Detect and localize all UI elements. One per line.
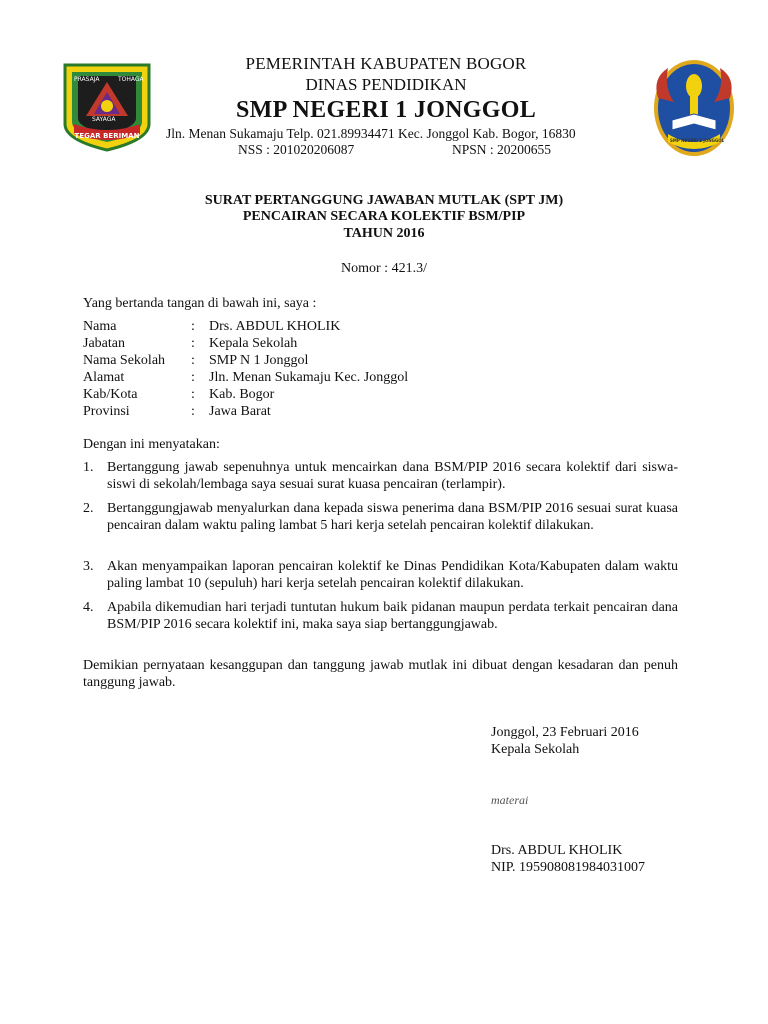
header-government: PEMERINTAH KABUPATEN BOGOR bbox=[245, 54, 527, 73]
school-logo-banner: SMP NEGERI 1 JONGGOL bbox=[670, 138, 725, 143]
statement-item bbox=[83, 459, 678, 493]
signature-place-date: Jonggol, 23 Februari 2016 bbox=[491, 725, 639, 740]
identity-colon: : bbox=[191, 404, 195, 419]
school-logo bbox=[650, 58, 738, 158]
identity-colon: : bbox=[191, 319, 195, 334]
identity-colon: : bbox=[191, 353, 195, 368]
identity-colon: : bbox=[191, 370, 195, 385]
document-title-line-3: TAHUN 2016 bbox=[343, 226, 425, 241]
identity-value: Jln. Menan Sukamaju Kec. Jonggol bbox=[209, 370, 409, 385]
identity-value: Kepala Sekolah bbox=[209, 336, 298, 351]
identity-value: SMP N 1 Jonggol bbox=[209, 353, 309, 368]
header-school-name: SMP NEGERI 1 JONGGOL bbox=[235, 97, 537, 123]
statement-item bbox=[83, 500, 678, 534]
statement-intro: Dengan ini menyatakan: bbox=[83, 437, 220, 452]
logo-banner-text: TEGAR BERIMAN bbox=[74, 132, 140, 140]
logo-text-top-left: PRASAJA bbox=[74, 76, 100, 83]
statement-text: Akan menyampaikan laporan pencairan kolektif ke Dinas Pendidikan Kota/Kabupaten dalam waktu paling lambat 10 (sepuluh) hari kerja setelah pencairan kolektif dilakukan. bbox=[107, 559, 678, 591]
identity-value: Drs. ABDUL KHOLIK bbox=[209, 319, 341, 334]
opening-statement: Yang bertanda tangan di bawah ini, saya : bbox=[83, 296, 317, 311]
stamp-duty-placeholder: materai bbox=[491, 793, 529, 807]
header-department: DINAS PENDIDIKAN bbox=[305, 75, 467, 94]
school-emblem-icon bbox=[650, 58, 738, 158]
identity-label: Nama bbox=[83, 319, 117, 334]
identity-colon: : bbox=[191, 387, 195, 402]
identity-label: Jabatan bbox=[83, 336, 125, 351]
statement-text: Apabila dikemudian hari terjadi tuntutan hukum baik pidanan maupun perdata terkait pencairan dana BSM/PIP 2016 secara kolektif ini, maka saya siap bertanggungjawab. bbox=[107, 600, 678, 632]
header-nss: NSS : 201020206087 bbox=[238, 142, 355, 157]
statement-number: 1. bbox=[83, 460, 94, 475]
logo-text-middle: SAYAGA bbox=[92, 116, 116, 123]
identity-value: Jawa Barat bbox=[209, 404, 271, 419]
statement-text: Bertanggungjawab menyalurkan dana kepada siswa penerima dana BSM/PIP 2016 sesuai surat kuasa pencairan dalam waktu paling lambat 5 hari kerja setelah pencairan kolektif dilakukan. bbox=[107, 501, 678, 533]
identity-label: Nama Sekolah bbox=[83, 353, 166, 368]
logo-text-top-right: TOHAGA bbox=[118, 76, 144, 83]
signatory-name: Drs. ABDUL KHOLIK bbox=[491, 843, 623, 858]
header-address: Jln. Menan Sukamaju Telp. 021.89934471 Kec. Jonggol Kab. Bogor, 16830 bbox=[166, 126, 576, 141]
statement-number: 3. bbox=[83, 559, 94, 574]
identity-label: Alamat bbox=[83, 370, 125, 385]
signatory-nip: NIP. 195908081984031007 bbox=[491, 860, 646, 875]
document-title-line-2: PENCAIRAN SECARA KOLEKTIF BSM/PIP bbox=[242, 209, 526, 224]
identity-colon: : bbox=[191, 336, 195, 351]
document-title-line-1: SURAT PERTANGGUNG JAWABAN MUTLAK (SPT JM) bbox=[204, 193, 564, 208]
statement-item bbox=[83, 558, 678, 592]
bogor-regency-logo bbox=[62, 62, 152, 152]
signature-position: Kepala Sekolah bbox=[491, 742, 580, 757]
statement-number: 4. bbox=[83, 600, 94, 615]
statement-item bbox=[83, 599, 678, 633]
identity-label: Kab/Kota bbox=[83, 387, 138, 402]
identity-value: Kab. Bogor bbox=[209, 387, 275, 402]
closing-statement: Demikian pernyataan kesanggupan dan tanggung jawab mutlak ini dibuat dengan kesadaran dan penuh tanggung jawab. bbox=[83, 658, 678, 690]
document-number: Nomor : 421.3/ bbox=[341, 261, 427, 276]
identity-label: Provinsi bbox=[83, 404, 130, 419]
header-npsn: NPSN : 20200655 bbox=[452, 142, 552, 157]
statement-text: Bertanggung jawab sepenuhnya untuk mencairkan dana BSM/PIP 2016 secara kolektif dari siswa-siswi di sekolah/lembaga saya sesuai surat kuasa pencairan (terlampir). bbox=[107, 460, 678, 492]
statement-number: 2. bbox=[83, 501, 94, 516]
